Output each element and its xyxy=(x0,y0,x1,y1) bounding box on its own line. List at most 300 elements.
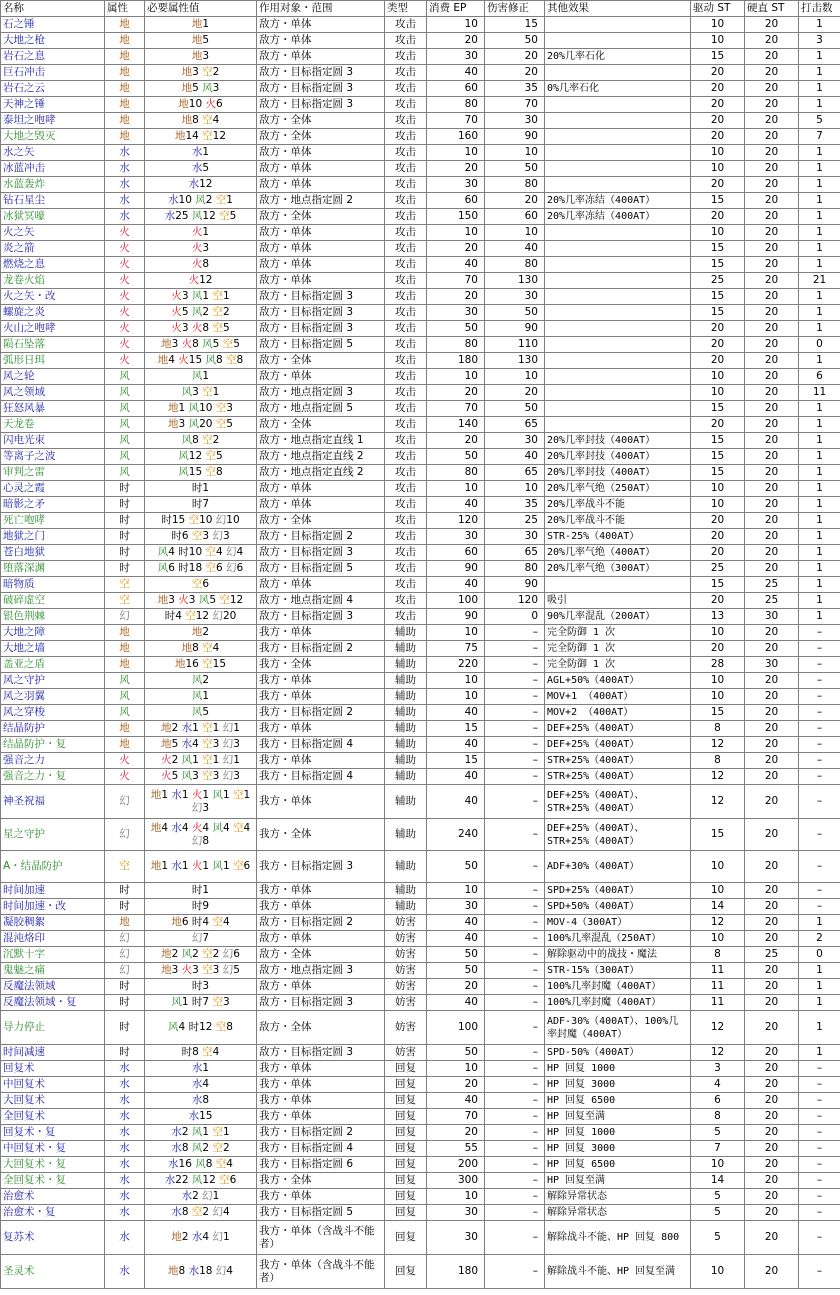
drive-st: 10 xyxy=(691,851,745,883)
spell-type: 妨害 xyxy=(385,1011,427,1045)
spell-name: 回复术 xyxy=(1,1061,105,1077)
required-value: 2 xyxy=(192,948,199,960)
damage-modifier: 50 xyxy=(485,305,545,321)
required-value: 5 xyxy=(202,162,210,174)
required-attribute-values xyxy=(145,1077,257,1093)
target-range: 我方・目标指定圆 5 xyxy=(257,1205,385,1221)
required-element-space: 空 xyxy=(191,1206,203,1218)
required-element-wind: 风 xyxy=(212,821,223,834)
target-range: 敌方・目标指定圆 5 xyxy=(257,337,385,353)
stiffness-st: 20 xyxy=(745,545,799,561)
other-effect: 解除驱动中的战技・魔法 xyxy=(545,947,691,963)
required-value: 12 xyxy=(202,210,216,222)
required-element-wind: 风 xyxy=(188,402,200,414)
target-range: 我方・目标指定圆 2 xyxy=(257,705,385,721)
spell-name: 中回复术・复 xyxy=(1,1141,105,1157)
spell-attribute: 水 xyxy=(105,161,145,177)
target-range: 敌方・地点指定直线 1 xyxy=(257,433,385,449)
required-attribute-values xyxy=(145,225,257,241)
required-element-space: 空 xyxy=(219,210,230,222)
ep-cost: 30 xyxy=(427,899,485,915)
spell-attribute: 火 xyxy=(105,257,145,273)
spell-name: 闪电光束 xyxy=(1,433,105,449)
required-value: 10 xyxy=(226,514,240,526)
required-element-space: 空 xyxy=(212,322,223,334)
required-element-space: 空 xyxy=(202,738,213,750)
drive-st: 20 xyxy=(691,65,745,81)
required-element-fire: 火 xyxy=(188,274,200,286)
ep-cost: 220 xyxy=(427,657,485,673)
ep-cost: 180 xyxy=(427,353,485,369)
hit-count: 11 xyxy=(799,385,840,401)
required-value: 8 xyxy=(192,642,199,654)
target-range: 敌方・单体 xyxy=(257,177,385,193)
required-value: 1 xyxy=(202,788,210,801)
spell-name: 反魔法领域・复 xyxy=(1,995,105,1011)
other-effect xyxy=(545,369,691,385)
required-value: 3 xyxy=(171,964,179,976)
stiffness-st: 20 xyxy=(745,465,799,481)
required-element-space: 空 xyxy=(215,1158,227,1170)
spell-type: 攻击 xyxy=(385,209,427,225)
required-element-wind: 风 xyxy=(202,82,213,94)
required-element-fire: 火 xyxy=(191,788,203,801)
target-range: 敌方・单体 xyxy=(257,979,385,995)
required-value: 8 xyxy=(192,338,199,350)
drive-st: 15 xyxy=(691,465,745,481)
stiffness-st: 20 xyxy=(745,689,799,705)
stiffness-st: 20 xyxy=(745,753,799,769)
required-element-fire: 火 xyxy=(191,226,203,238)
drive-st: 20 xyxy=(691,113,745,129)
required-element-fire: 火 xyxy=(181,338,193,350)
required-value: 1 xyxy=(202,18,210,30)
spell-attribute: 火 xyxy=(105,225,145,241)
stiffness-st: 20 xyxy=(745,673,799,689)
damage-modifier: – xyxy=(485,1061,545,1077)
required-value: 1 xyxy=(233,754,240,766)
other-effect xyxy=(545,321,691,337)
drive-st: 11 xyxy=(691,995,745,1011)
drive-st: 20 xyxy=(691,641,745,657)
spell-type: 辅助 xyxy=(385,899,427,915)
spell-attribute: 火 xyxy=(105,353,145,369)
hit-count: 1 xyxy=(799,145,840,161)
target-range: 敌方・目标指定圆 3 xyxy=(257,97,385,113)
spell-attribute: 风 xyxy=(105,449,145,465)
target-range: 我方・单体 xyxy=(257,625,385,641)
damage-modifier: 130 xyxy=(485,353,545,369)
required-attribute-values xyxy=(145,289,257,305)
damage-modifier: 80 xyxy=(485,561,545,577)
required-element-water: 水 xyxy=(181,722,193,734)
spell-name: 岩石之息 xyxy=(1,49,105,65)
spell-attribute: 风 xyxy=(105,705,145,721)
spell-attribute: 火 xyxy=(105,337,145,353)
other-effect xyxy=(545,113,691,129)
other-effect: HP 回复 1000 xyxy=(545,1061,691,1077)
spell-type: 回复 xyxy=(385,1077,427,1093)
table-row xyxy=(1,753,840,769)
drive-st: 20 xyxy=(691,545,745,561)
table-row xyxy=(1,481,840,497)
required-element-earth: 地 xyxy=(150,821,162,834)
spell-name: 火之矢 xyxy=(1,225,105,241)
drive-st: 15 xyxy=(691,577,745,593)
required-value: 18 xyxy=(199,1265,213,1277)
spell-attribute: 地 xyxy=(105,641,145,657)
spell-name: 地狱之门 xyxy=(1,529,105,545)
damage-modifier: – xyxy=(485,1141,545,1157)
required-attribute-values xyxy=(145,81,257,97)
stiffness-st: 20 xyxy=(745,49,799,65)
required-value: 1 xyxy=(222,290,230,302)
ep-cost: 50 xyxy=(427,1045,485,1061)
required-value: 2 xyxy=(171,722,179,734)
spell-name: 风之穿梭 xyxy=(1,705,105,721)
target-range: 敌方・目标指定圆 3 xyxy=(257,321,385,337)
required-element-earth: 地 xyxy=(191,50,203,62)
stiffness-st: 20 xyxy=(745,353,799,369)
required-element-space: 空 xyxy=(232,821,244,834)
required-value: 4 xyxy=(168,354,175,366)
required-attribute-values xyxy=(145,1255,257,1289)
other-effect xyxy=(545,177,691,193)
table-row xyxy=(1,33,840,49)
required-element-fire: 火 xyxy=(171,290,182,302)
stiffness-st: 20 xyxy=(745,963,799,979)
drive-st: 10 xyxy=(691,673,745,689)
hit-count: 1 xyxy=(799,417,840,433)
target-range: 我方・全体 xyxy=(257,1173,385,1189)
required-value: 2 xyxy=(202,1142,210,1154)
required-value: 1 xyxy=(226,194,233,206)
header-hit-count: 打击数 xyxy=(799,1,840,17)
table-row xyxy=(1,497,840,513)
stiffness-st: 20 xyxy=(745,1141,799,1157)
required-element-fire: 火 xyxy=(161,770,172,782)
other-effect: AGL+50%（400AT） xyxy=(545,673,691,689)
required-value: 6 xyxy=(236,562,244,574)
spell-attribute: 风 xyxy=(105,417,145,433)
spell-type: 攻击 xyxy=(385,433,427,449)
spell-name: 中回复术 xyxy=(1,1077,105,1093)
required-element-space: 空 xyxy=(215,194,227,206)
target-range: 我方・单体 xyxy=(257,1077,385,1093)
spell-name: 冰狱冥嚎 xyxy=(1,209,105,225)
required-value: 5 xyxy=(181,306,189,318)
required-value: 5 xyxy=(202,34,210,46)
target-range: 我方・单体 xyxy=(257,689,385,705)
required-value: 22 xyxy=(175,1174,189,1186)
ep-cost: 30 xyxy=(427,1221,485,1255)
required-value: 7 xyxy=(202,932,210,944)
damage-modifier: – xyxy=(485,689,545,705)
stiffness-st: 20 xyxy=(745,417,799,433)
ep-cost: 50 xyxy=(427,963,485,979)
target-range: 我方・目标指定圆 6 xyxy=(257,1157,385,1173)
required-value: 7 xyxy=(202,996,210,1008)
required-attribute-values xyxy=(145,1045,257,1061)
ep-cost: 70 xyxy=(427,1109,485,1125)
other-effect: 20%几率气绝（300AT） xyxy=(545,561,691,577)
required-value: 4 xyxy=(175,610,182,622)
spell-name: 燃烧之息 xyxy=(1,257,105,273)
spell-name: 大地之枪 xyxy=(1,33,105,49)
required-element-fire: 火 xyxy=(191,258,203,270)
table-body xyxy=(1,17,840,1289)
required-attribute-values xyxy=(145,177,257,193)
required-attribute-values xyxy=(145,33,257,49)
target-range: 我方・全体 xyxy=(257,819,385,851)
spell-attribute: 地 xyxy=(105,625,145,641)
required-value: 3 xyxy=(212,964,220,976)
stiffness-st: 20 xyxy=(745,145,799,161)
table-row xyxy=(1,273,840,289)
drive-st: 15 xyxy=(691,433,745,449)
stiffness-st: 20 xyxy=(745,81,799,97)
spell-name: 天龙卷 xyxy=(1,417,105,433)
required-attribute-values xyxy=(145,995,257,1011)
required-element-water: 水 xyxy=(188,1265,200,1277)
required-value: 2 xyxy=(192,1190,199,1202)
required-value: 4 xyxy=(216,546,223,558)
required-element-water: 水 xyxy=(191,1062,203,1074)
required-value: 1 xyxy=(202,290,210,302)
drive-st: 5 xyxy=(691,1125,745,1141)
required-element-fire: 火 xyxy=(171,306,182,318)
required-attribute-values xyxy=(145,1173,257,1189)
spell-name: 炎之箭 xyxy=(1,241,105,257)
stiffness-st: 20 xyxy=(745,785,799,819)
spell-attribute: 地 xyxy=(105,17,145,33)
other-effect: 解除异常状态 xyxy=(545,1189,691,1205)
required-value: 6 xyxy=(168,562,175,574)
other-effect xyxy=(545,577,691,593)
stiffness-st: 20 xyxy=(745,819,799,851)
damage-modifier: 25 xyxy=(485,513,545,529)
target-range: 敌方・目标指定圆 3 xyxy=(257,289,385,305)
target-range: 我方・全体 xyxy=(257,657,385,673)
damage-modifier: 130 xyxy=(485,273,545,289)
drive-st: 20 xyxy=(691,81,745,97)
required-value: 3 xyxy=(202,242,210,254)
spell-name: 风之领域 xyxy=(1,385,105,401)
stiffness-st: 20 xyxy=(745,1173,799,1189)
required-value: 3 xyxy=(171,338,179,350)
required-value: 12 xyxy=(229,594,244,606)
required-value: 1 xyxy=(181,788,189,801)
hit-count: – xyxy=(799,1125,840,1141)
damage-modifier: – xyxy=(485,947,545,963)
ep-cost: 20 xyxy=(427,241,485,257)
other-effect: MOV+2 （400AT） xyxy=(545,705,691,721)
damage-modifier: – xyxy=(485,915,545,931)
spell-attribute: 火 xyxy=(105,321,145,337)
table-row xyxy=(1,81,840,97)
table-row xyxy=(1,641,840,657)
spell-type: 回复 xyxy=(385,1173,427,1189)
target-range: 敌方・单体 xyxy=(257,17,385,33)
required-element-mirage: 幻 xyxy=(212,530,223,542)
spell-attribute: 时 xyxy=(105,561,145,577)
required-value: 4 xyxy=(202,821,210,834)
required-element-fire: 火 xyxy=(191,322,203,334)
required-value: 1 xyxy=(243,788,251,801)
hit-count: 1 xyxy=(799,353,840,369)
other-effect: HP 回复至满 xyxy=(545,1109,691,1125)
required-value: 4 xyxy=(212,642,220,654)
required-value: 1 xyxy=(233,722,240,734)
required-element-earth: 地 xyxy=(168,402,179,414)
spell-attribute: 时 xyxy=(105,1045,145,1061)
spell-type: 回复 xyxy=(385,1205,427,1221)
ep-cost: 40 xyxy=(427,577,485,593)
stiffness-st: 30 xyxy=(745,657,799,673)
required-element-fire: 火 xyxy=(191,821,203,834)
required-attribute-values xyxy=(145,609,257,625)
target-range: 敌方・单体 xyxy=(257,241,385,257)
other-effect: STR-25%（400AT） xyxy=(545,529,691,545)
required-element-space: 空 xyxy=(202,434,213,446)
required-value: 3 xyxy=(192,770,199,782)
spell-name: 全回复术 xyxy=(1,1109,105,1125)
ep-cost: 180 xyxy=(427,1255,485,1289)
stiffness-st: 20 xyxy=(745,385,799,401)
spell-attribute: 火 xyxy=(105,273,145,289)
drive-st: 20 xyxy=(691,321,745,337)
drive-st: 5 xyxy=(691,1205,745,1221)
required-value: 1 xyxy=(212,386,220,398)
required-value: 2 xyxy=(222,306,230,318)
required-attribute-values xyxy=(145,65,257,81)
required-attribute-values xyxy=(145,689,257,705)
required-element-space: 空 xyxy=(212,306,223,318)
required-attribute-values xyxy=(145,1011,257,1045)
required-element-time: 时 xyxy=(191,482,203,494)
ep-cost: 10 xyxy=(427,481,485,497)
required-element-earth: 地 xyxy=(181,114,193,126)
stiffness-st: 20 xyxy=(745,1093,799,1109)
other-effect xyxy=(545,145,691,161)
required-element-water: 水 xyxy=(181,1190,193,1202)
required-value: 10 xyxy=(199,402,213,414)
table-row xyxy=(1,1125,840,1141)
damage-modifier: 20 xyxy=(485,385,545,401)
required-attribute-values xyxy=(145,705,257,721)
spell-name: 结晶防护 xyxy=(1,721,105,737)
required-attribute-values xyxy=(145,963,257,979)
stiffness-st: 20 xyxy=(745,177,799,193)
hit-count: 1 xyxy=(799,241,840,257)
table-row xyxy=(1,353,840,369)
table-row xyxy=(1,1141,840,1157)
damage-modifier: 65 xyxy=(485,417,545,433)
ep-cost: 10 xyxy=(427,625,485,641)
hit-count: – xyxy=(799,1221,840,1255)
spell-attribute: 空 xyxy=(105,851,145,883)
drive-st: 15 xyxy=(691,193,745,209)
required-value: 2 xyxy=(212,434,220,446)
spell-attribute: 时 xyxy=(105,513,145,529)
table-row xyxy=(1,225,840,241)
table-row xyxy=(1,385,840,401)
spell-attribute: 风 xyxy=(105,369,145,385)
stiffness-st: 20 xyxy=(745,369,799,385)
damage-modifier: – xyxy=(485,1173,545,1189)
required-value: 4 xyxy=(236,546,244,558)
required-value: 5 xyxy=(222,322,230,334)
required-value: 1 xyxy=(202,1062,210,1074)
hit-count: 1 xyxy=(799,65,840,81)
ep-cost: 60 xyxy=(427,81,485,97)
spell-name: 时间加速・改 xyxy=(1,899,105,915)
stiffness-st: 20 xyxy=(745,851,799,883)
spell-type: 辅助 xyxy=(385,689,427,705)
other-effect: 解除异常状态 xyxy=(545,1205,691,1221)
drive-st: 10 xyxy=(691,1255,745,1289)
hit-count: – xyxy=(799,1077,840,1093)
drive-st: 15 xyxy=(691,289,745,305)
required-element-earth: 地 xyxy=(161,738,172,750)
drive-st: 5 xyxy=(691,1189,745,1205)
spell-attribute: 地 xyxy=(105,81,145,97)
hit-count: 1 xyxy=(799,49,840,65)
required-value: 5 xyxy=(192,82,199,94)
ep-cost: 20 xyxy=(427,433,485,449)
spell-attribute: 水 xyxy=(105,1173,145,1189)
hit-count: 6 xyxy=(799,369,840,385)
drive-st: 15 xyxy=(691,305,745,321)
required-value: 2 xyxy=(171,948,179,960)
table-row xyxy=(1,513,840,529)
required-attribute-values xyxy=(145,673,257,689)
required-attribute-values xyxy=(145,369,257,385)
required-value: 8 xyxy=(226,1021,233,1033)
required-element-mirage: 幻 xyxy=(222,722,234,734)
target-range: 我方・目标指定圆 3 xyxy=(257,851,385,883)
target-range: 我方・单体 xyxy=(257,785,385,819)
required-element-water: 水 xyxy=(171,1206,182,1218)
spell-attribute: 风 xyxy=(105,385,145,401)
required-value: 14 xyxy=(185,130,199,142)
required-value: 3 xyxy=(188,594,196,606)
spell-name: 圣灵术 xyxy=(1,1255,105,1289)
required-value: 5 xyxy=(209,594,217,606)
table-row xyxy=(1,305,840,321)
spell-attribute: 风 xyxy=(105,689,145,705)
spell-type: 妨害 xyxy=(385,1045,427,1061)
other-effect: 吸引 xyxy=(545,593,691,609)
required-element-space: 空 xyxy=(191,530,203,542)
table-row xyxy=(1,49,840,65)
ep-cost: 10 xyxy=(427,689,485,705)
spell-attribute: 水 xyxy=(105,1205,145,1221)
damage-modifier: 10 xyxy=(485,481,545,497)
required-element-earth: 地 xyxy=(157,354,169,366)
spell-type: 攻击 xyxy=(385,81,427,97)
other-effect: ADF+30%（400AT） xyxy=(545,851,691,883)
spell-type: 回复 xyxy=(385,1221,427,1255)
required-value: 12 xyxy=(202,1174,216,1186)
target-range: 敌方・目标指定圆 3 xyxy=(257,1045,385,1061)
table-row xyxy=(1,769,840,785)
hit-count: 0 xyxy=(799,337,840,353)
ep-cost: 240 xyxy=(427,819,485,851)
required-value: 5 xyxy=(171,738,179,750)
required-element-wind: 风 xyxy=(157,562,169,574)
required-value: 6 xyxy=(233,948,240,960)
